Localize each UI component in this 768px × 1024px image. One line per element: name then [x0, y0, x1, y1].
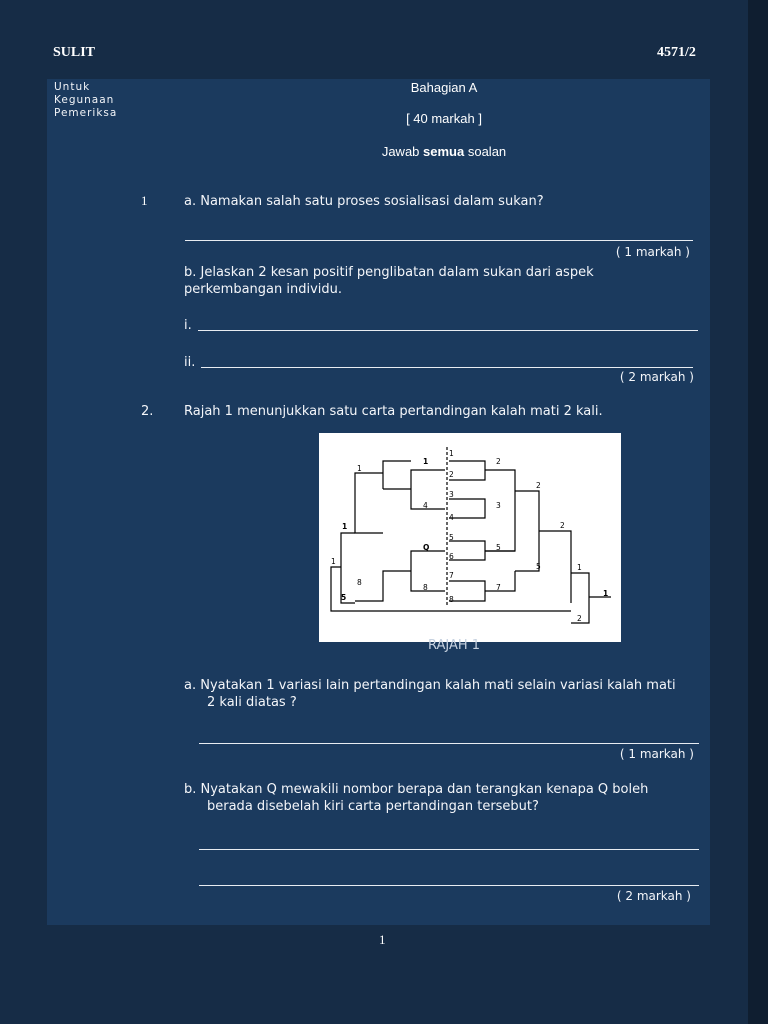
losers-label: 8	[357, 578, 362, 587]
winners-final-label: 2	[560, 521, 565, 530]
winners-match-5	[485, 470, 515, 551]
q2a-answer-line[interactable]	[199, 743, 699, 744]
slot-label: 6	[449, 552, 454, 561]
grand-final-label: 1	[577, 563, 582, 572]
q1b-ii-answer-line[interactable]	[201, 367, 693, 368]
q1b-text-cont: perkembangan individu.	[184, 282, 343, 297]
winners-match-3	[449, 541, 485, 560]
round2-label: 2	[536, 481, 541, 490]
losers-label: 1	[342, 522, 348, 531]
q2b-answer-line[interactable]	[199, 885, 699, 886]
header-paper-code: 4571/2	[657, 45, 696, 60]
section-instruction	[184, 144, 704, 159]
q2-number: 2.	[141, 404, 154, 419]
losers-match-1	[411, 470, 445, 509]
slot-label: 5	[449, 533, 454, 542]
winners-match-2	[449, 499, 485, 518]
q2a-text: a. Nyatakan 1 variasi lain pertandingan kalah mati selain variasi kalah mati	[184, 678, 676, 693]
winners-match-6	[515, 491, 539, 571]
winner-label: 2	[496, 457, 501, 466]
instruction-bold: semua	[423, 144, 465, 159]
loser-label: Q	[423, 543, 430, 552]
winner-label: 7	[496, 583, 501, 592]
examiner-label-line: Pemeriksa	[54, 107, 118, 119]
examiner-label-line: Kegunaan	[54, 94, 115, 106]
q2a-marks: ( 1 markah )	[619, 747, 694, 761]
winners-match-4	[449, 581, 485, 601]
instruction-text: soalan	[464, 144, 507, 159]
q2a-text-cont: 2 kali diatas ?	[207, 695, 297, 710]
section-title: Bahagian A	[410, 80, 478, 95]
header-sulit: SULIT	[53, 45, 96, 60]
q2b-text-cont: berada disebelah kiri carta pertandingan tersebut?	[207, 799, 539, 814]
slot-label: 3	[449, 490, 454, 499]
losers-match-3	[355, 473, 383, 533]
page-edge	[748, 0, 768, 1024]
slot-label: 7	[449, 571, 454, 580]
examiner-label-line: Untuk	[54, 81, 91, 93]
q2b-text: b. Nyatakan Q mewakili nombor berapa dan terangkan kenapa Q boleh	[184, 782, 649, 797]
slot-label: 8	[449, 595, 454, 604]
slot-label: 2	[449, 470, 454, 479]
q1a-text: a. Namakan salah satu proses sosialisasi dalam sukan?	[184, 194, 544, 209]
q1b-text: b. Jelaskan 2 kesan positif penglibatan dalam sukan dari aspek	[184, 265, 594, 280]
runner-up-label: 2	[577, 614, 582, 623]
bracket-chart	[319, 433, 621, 642]
q1b-ii-label: ii.	[184, 355, 196, 370]
loser-label: 8	[423, 583, 428, 592]
losers-final-label: 1	[331, 557, 336, 566]
losers-label: 1	[357, 464, 362, 473]
loser-label: 4	[423, 501, 428, 510]
slot-label: 1	[449, 449, 454, 458]
slot-label: 4	[449, 513, 454, 522]
winners-final-line	[539, 531, 571, 603]
round2-label: 5	[536, 562, 541, 571]
champion-label: 1	[603, 589, 609, 598]
q1b-i-answer-line[interactable]	[198, 330, 698, 331]
q1-number: 1	[141, 193, 148, 208]
winners-match-1	[449, 461, 485, 480]
figure-caption: RAJAH 1	[427, 638, 481, 653]
winner-label: 5	[496, 543, 501, 552]
losers-match-2	[411, 551, 445, 591]
q1b-marks: ( 2 markah )	[619, 370, 694, 384]
section-marks: [ 40 markah ]	[406, 111, 482, 126]
q1a-marks: ( 1 markah )	[615, 245, 690, 259]
instruction-text: Jawab	[381, 144, 424, 159]
page-number: 1	[379, 932, 386, 947]
losers-match-4	[355, 571, 411, 601]
q2-intro: Rajah 1 menunjukkan satu carta pertandingan kalah mati 2 kali.	[184, 404, 603, 419]
examiner-label	[54, 81, 117, 120]
q1a-answer-line[interactable]	[185, 240, 693, 241]
q2b-marks: ( 2 markah )	[616, 889, 691, 903]
losers-link	[383, 461, 411, 489]
q1b-i-label: i.	[184, 318, 192, 333]
winner-label: 3	[496, 501, 501, 510]
bracket-figure	[319, 433, 621, 642]
losers-label: 5	[341, 593, 347, 602]
loser-label: 1	[423, 457, 429, 466]
q2b-answer-line[interactable]	[199, 849, 699, 850]
